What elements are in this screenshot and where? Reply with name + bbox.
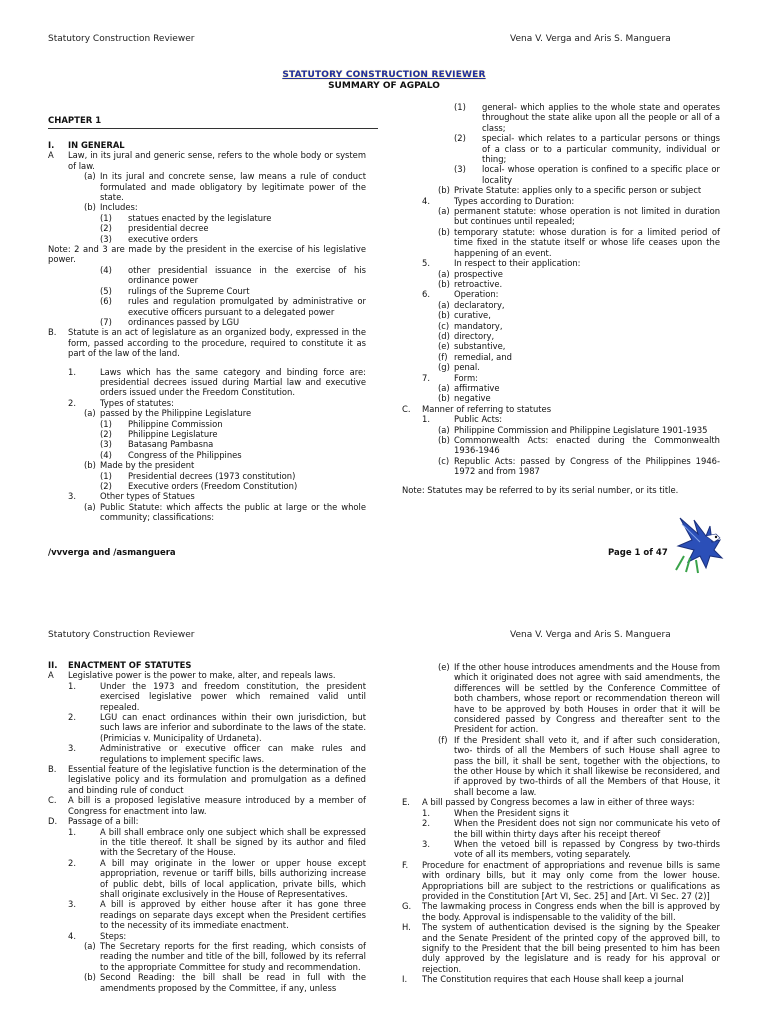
outline-text: Essential feature of the legislative function is the determination of the legislative policy and its formulation and promulgation as a defined and binding rule of conduct xyxy=(68,764,366,795)
outline-item xyxy=(402,860,720,902)
outline-item xyxy=(48,972,366,993)
outline-marker: (a) xyxy=(438,206,450,217)
outline-marker: (1) xyxy=(100,212,112,223)
outline-text: presidential decree xyxy=(128,223,209,234)
outline-text: When the President signs it xyxy=(454,807,569,818)
outline-item xyxy=(48,408,366,418)
outline-item xyxy=(402,279,720,289)
outline-text: Public Statute: which affects the public at large or the whole community; classifications: xyxy=(100,501,366,523)
footer-authors: /vvverga and /asmanguera xyxy=(48,548,176,558)
outline-text: Passage of a bill: xyxy=(68,816,139,827)
outline-item xyxy=(48,150,366,171)
outline-marker: 5. xyxy=(422,258,430,269)
outline-text: general- which applies to the whole state and operates throughout the state alike upon all the people or all of a class; xyxy=(482,102,720,133)
outline-item xyxy=(402,331,720,341)
outline-item xyxy=(402,901,720,922)
outline-text: executive orders xyxy=(128,233,198,244)
outline-text: curative, xyxy=(454,310,491,321)
outline-marker: (b) xyxy=(438,185,450,196)
outline-item xyxy=(48,743,366,764)
outline-text: directory, xyxy=(454,330,495,341)
outline-marker: (b) xyxy=(438,435,450,445)
outline-text: If the other house introduces amendments and the House from which it originated does not agree with said amendments, the differences will be settled by the Conference Committee of both chambers, whose report or recommendation thereon will have to be approved by both Houses in order that it will be considered passed by Congress and thereafter sent to the President for action. xyxy=(454,662,720,735)
outline-marker: (d) xyxy=(438,330,450,341)
outline-text: Form: xyxy=(454,372,478,383)
outline-marker: B. xyxy=(48,327,57,338)
outline-text: penal. xyxy=(454,362,480,373)
outline-item xyxy=(402,808,720,818)
outline-text: Legislative power is the power to make, alter, and repeals laws. xyxy=(68,670,336,681)
outline-item xyxy=(402,102,720,133)
outline-text: Republic Acts: passed by Congress of the Philippines 1946-1972 and from 1987 xyxy=(454,455,720,477)
outline-marker: (b) xyxy=(438,226,450,237)
outline-text: special- which relates to a particular persons or things of a class or to a particular community, individual or thing; xyxy=(482,133,720,165)
outline-item xyxy=(402,341,720,351)
outline-text: Law, in its jural and generic sense, refers to the whole body or system of law. xyxy=(68,150,366,171)
outline-marker: G. xyxy=(402,901,412,912)
outline-item xyxy=(48,398,366,408)
page1-right-column xyxy=(402,102,720,495)
outline-text: Steps: xyxy=(100,930,127,941)
outline-marker: II. xyxy=(48,660,58,670)
outline-item xyxy=(48,450,366,460)
outline-marker: (a) xyxy=(84,501,96,512)
outline-text: Made by the president xyxy=(100,460,195,471)
outline-marker: 3. xyxy=(422,838,430,849)
outline-item xyxy=(402,373,720,383)
outline-marker: (2) xyxy=(100,481,112,491)
outline-item xyxy=(48,460,366,470)
outline-marker: (3) xyxy=(100,439,112,450)
outline-item xyxy=(402,133,720,164)
outline-item xyxy=(402,258,720,268)
outline-marker: E. xyxy=(402,797,410,808)
outline-item xyxy=(402,818,720,839)
outline-marker: A xyxy=(48,670,54,681)
outline-text: Under the 1973 and freedom constitution, the president exercised legislative power which remained valid until repealed. xyxy=(100,680,366,712)
outline-marker: 1. xyxy=(422,414,430,425)
outline-marker: (2) xyxy=(454,133,466,144)
outline-item xyxy=(402,456,720,477)
outline-marker: 1. xyxy=(68,366,76,377)
outline-item xyxy=(402,352,720,362)
outline-item xyxy=(48,931,366,941)
outline-text: Manner of referring to statutes xyxy=(422,403,552,414)
outline-item xyxy=(402,735,720,797)
outline-item xyxy=(48,491,366,501)
outline-text: The Constitution requires that each House shall keep a journal xyxy=(422,974,684,985)
outline-text: A bill is a proposed legislative measure introduced by a member of Congress for enactment into law. xyxy=(68,795,366,816)
outline-text: rules and regulation promulgated by administrative or executive officers pursuant to a delegated power xyxy=(128,296,366,317)
outline-text: Note: 2 and 3 are made by the president in the exercise of his legislative power. xyxy=(48,244,366,265)
outline-text: Procedure for enactment of appropriations and revenue bills is same with ordinary bills, but it may only come from the lower house. Appropriations bill are subject to the restrictions or qualifications as provided in the Constitution [Art VI, Sec. 25] and [Art. VI Sec. 27 (2)] xyxy=(422,859,720,901)
outline-item xyxy=(48,317,366,327)
outline-marker: B. xyxy=(48,764,57,775)
outline-item xyxy=(48,858,366,900)
outline-marker: C. xyxy=(48,795,57,806)
outline-item xyxy=(48,419,366,429)
outline-item xyxy=(402,393,720,403)
outline-text: Congress of the Philippines xyxy=(128,449,242,460)
outline-marker: I. xyxy=(402,974,408,985)
outline-text: ordinances passed by LGU xyxy=(128,316,240,327)
outline-marker: (a) xyxy=(438,268,450,279)
outline-text: rulings of the Supreme Court xyxy=(128,285,250,296)
outline-marker: (1) xyxy=(100,418,112,429)
outline-text: passed by the Philippine Legislature xyxy=(100,408,252,419)
outline-text: A bill may originate in the lower or upper house except appropriation, revenue or tariff bills, bills authorizing increase of public debt, bills of local application, private bills, which shall originate exclusively in the House of Representatives. xyxy=(100,857,366,899)
outline-text: A bill passed by Congress becomes a law in either of three ways: xyxy=(422,797,695,808)
outline-marker: (a) xyxy=(438,299,450,310)
outline-item xyxy=(48,234,366,244)
outline-item xyxy=(48,481,366,491)
outline-item xyxy=(402,383,720,393)
outline-text: Types according to Duration: xyxy=(454,195,575,206)
outline-item xyxy=(402,185,720,195)
outline-item xyxy=(402,362,720,372)
outline-marker: A xyxy=(48,150,54,161)
outline-item xyxy=(48,429,366,439)
outline-marker: (6) xyxy=(100,296,112,307)
outline-item xyxy=(48,265,366,286)
outline-text: Philippine Commission and Philippine Legislature 1901-1935 xyxy=(454,424,708,435)
outline-item xyxy=(402,321,720,331)
outline-marker: (a) xyxy=(84,408,96,419)
running-header-right-page2: Vena V. Verga and Aris S. Manguera xyxy=(510,630,671,640)
outline-item xyxy=(48,660,366,670)
outline-marker: 1. xyxy=(422,807,430,818)
page2-left-column xyxy=(48,660,366,993)
outline-marker: 3. xyxy=(68,491,76,502)
outline-marker: 2. xyxy=(68,857,76,868)
document-page-2 xyxy=(0,574,768,1024)
outline-marker: I. xyxy=(48,140,55,150)
outline-marker: (2) xyxy=(100,428,112,439)
outline-marker: (f) xyxy=(438,351,448,362)
outline-text: In respect to their application: xyxy=(454,258,581,269)
outline-text: other presidential issuance in the exercise of his ordinance power xyxy=(128,264,366,286)
outline-text: Laws which has the same category and binding force are: presidential decrees issued during Martial law and executive orders issued under the Freedom Constitution. xyxy=(100,366,366,398)
outline-marker: (c) xyxy=(438,320,450,331)
outline-marker: (4) xyxy=(100,449,112,460)
outline-item xyxy=(48,213,366,223)
running-header-left: Statutory Construction Reviewer xyxy=(48,34,195,44)
outline-text: Note: Statutes may be referred to by its serial number, or its title. xyxy=(402,484,679,495)
outline-text: A bill shall embrace only one subject which shall be expressed in the title thereof. It shall be signed by its author and filed with the Secretary of the House. xyxy=(100,826,366,858)
outline-marker: 3. xyxy=(68,743,76,754)
outline-marker: 4. xyxy=(422,195,430,206)
outline-item xyxy=(48,764,366,795)
outline-item xyxy=(48,712,366,743)
outline-marker: (e) xyxy=(438,341,450,352)
page1-left-column xyxy=(48,140,366,523)
outline-item xyxy=(48,899,366,930)
outline-marker: (a) xyxy=(84,171,96,182)
outline-marker: (5) xyxy=(100,285,112,296)
outline-marker: 7. xyxy=(422,372,430,383)
outline-text: Types of statutes: xyxy=(100,397,174,408)
outline-text: retroactive. xyxy=(454,278,503,289)
outline-text: A bill is approved by either house after it has gone three readings on separate days except when the President certifies to the necessity of its immediate enactment. xyxy=(100,899,366,931)
outline-item xyxy=(402,974,720,984)
outline-text: mandatory, xyxy=(454,320,503,331)
outline-marker: 2. xyxy=(422,818,430,829)
outline-marker: (3) xyxy=(100,233,112,244)
outline-marker: F. xyxy=(402,859,409,870)
outline-marker: (b) xyxy=(84,972,96,983)
outline-marker: 6. xyxy=(422,289,430,300)
outline-text: Administrative or executive officer can make rules and regulations to implement specific laws. xyxy=(100,743,366,764)
outline-item xyxy=(402,839,720,860)
outline-item xyxy=(402,289,720,299)
outline-item xyxy=(402,300,720,310)
outline-text: Includes: xyxy=(100,202,138,213)
outline-text: prospective xyxy=(454,268,503,279)
outline-item xyxy=(402,922,720,974)
outline-marker: (c) xyxy=(438,455,450,466)
outline-item xyxy=(48,367,366,398)
outline-text: declaratory, xyxy=(454,299,505,310)
outline-marker: (4) xyxy=(100,264,112,275)
outline-text: Executive orders (Freedom Constitution) xyxy=(128,481,298,491)
outline-item xyxy=(48,827,366,858)
outline-marker: H. xyxy=(402,922,411,933)
outline-item xyxy=(48,296,366,317)
outline-marker: (2) xyxy=(100,223,112,234)
outline-marker: 1. xyxy=(68,826,76,837)
outline-item xyxy=(402,269,720,279)
outline-item xyxy=(48,439,366,449)
outline-item xyxy=(48,816,366,826)
outline-text: Presidential decrees (1973 constitution) xyxy=(128,470,296,481)
outline-marker: 1. xyxy=(68,680,76,691)
outline-text: Batasang Pambasna xyxy=(128,439,214,450)
outline-marker: (a) xyxy=(438,382,450,393)
document-subtitle: SUMMARY OF AGPALO xyxy=(328,81,440,91)
outline-text: remedial, and xyxy=(454,351,512,362)
outline-marker: (b) xyxy=(438,393,450,404)
outline-text: local- whose operation is confined to a specific place or locality xyxy=(482,164,720,185)
outline-text: Philippine Commission xyxy=(128,418,223,429)
outline-text: negative xyxy=(454,393,491,404)
outline-item xyxy=(48,171,366,202)
outline-text: When the vetoed bill is repassed by Congress by two-thirds vote of all its members, voting separately. xyxy=(454,838,720,860)
outline-text: In its jural and concrete sense, law means a rule of conduct formulated and made obligatory by legitimate power of the state. xyxy=(100,171,366,203)
outline-item xyxy=(402,404,720,414)
outline-marker: 2. xyxy=(68,397,76,408)
outline-text: temporary statute: whose duration is for a limited period of time fixed in the statute itself or whose life ceases upon the happening of an event. xyxy=(454,226,720,258)
outline-text: If the President shall veto it, and if after such consideration, two- thirds of all the Members of such House shall agree to pass the bill, it shall be sent, together with the objections, to the other House by which it shall likewise be reconsidered, and if approved by two-thirds of all the Members of that House, it shall become a law. xyxy=(454,734,720,797)
outline-marker: (b) xyxy=(438,310,450,321)
outline-text: statues enacted by the legislature xyxy=(128,212,272,223)
outline-marker: C. xyxy=(402,403,411,414)
outline-marker: 3. xyxy=(68,899,76,910)
chapter-heading: CHAPTER 1 xyxy=(48,116,378,129)
outline-text: When the President does not sign nor communicate his veto of the bill within thirty days after his receipt thereof xyxy=(454,818,720,839)
outline-item xyxy=(48,202,366,212)
outline-item xyxy=(402,164,720,185)
outline-text: The lawmaking process in Congress ends when the bill is approved by the body. Approval is indispensable to the validity of the bill. xyxy=(422,901,720,922)
running-header-right: Vena V. Verga and Aris S. Manguera xyxy=(510,34,671,44)
outline-marker: (7) xyxy=(100,316,112,327)
outline-marker: (b) xyxy=(438,278,450,289)
outline-marker: (a) xyxy=(438,424,450,435)
outline-marker: (1) xyxy=(454,102,466,112)
outline-marker: (3) xyxy=(454,164,466,175)
outline-text: permanent statute: whose operation is not limited in duration but continues until repealed; xyxy=(454,206,720,227)
outline-item xyxy=(402,662,720,735)
outline-text: affirmative xyxy=(454,382,500,393)
outline-item xyxy=(402,425,720,435)
running-header-left-page2: Statutory Construction Reviewer xyxy=(48,630,195,640)
outline-text: Public Acts: xyxy=(454,414,503,425)
outline-marker: (1) xyxy=(100,470,112,481)
outline-item xyxy=(402,196,720,206)
outline-marker: D. xyxy=(48,816,58,827)
outline-item xyxy=(48,471,366,481)
outline-item xyxy=(48,941,366,972)
outline-item xyxy=(48,140,366,150)
outline-text: Statute is an act of legislature as an organized body, expressed in the form, passed according to the procedure, required to constitute it as part of the law of the land. xyxy=(68,327,366,359)
outline-marker: (e) xyxy=(438,662,450,672)
outline-item xyxy=(402,485,720,495)
outline-item xyxy=(48,286,366,296)
outline-text: The Secretary reports for the first reading, which consists of reading the number and title of the bill, followed by its referral to the appropriate Committee for study and recommendation. xyxy=(100,940,366,972)
outline-item xyxy=(402,414,720,424)
outline-text: IN GENERAL xyxy=(68,140,125,150)
outline-marker: (b) xyxy=(84,202,96,213)
outline-item xyxy=(48,795,366,816)
outline-text: LGU can enact ordinances within their own jurisdiction, but such laws are inferior and subordinate to the laws of the state. (Primicias v. Municipality of Urdaneta). xyxy=(100,712,366,743)
outline-text: Other types of Statues xyxy=(100,491,195,502)
outline-item xyxy=(48,327,366,358)
outline-text: Private Statute: applies only to a specific person or subject xyxy=(454,185,702,196)
outline-marker: 2. xyxy=(68,712,76,723)
outline-item xyxy=(402,435,720,456)
eagle-logo xyxy=(670,512,730,574)
document-title: STATUTORY CONSTRUCTION REVIEWER xyxy=(282,70,486,80)
outline-marker: 4. xyxy=(68,930,76,941)
outline-text: Operation: xyxy=(454,289,499,300)
outline-item xyxy=(48,223,366,233)
outline-text: Commonwealth Acts: enacted during the Commonwealth 1936-1946 xyxy=(454,435,720,456)
outline-text: substantive, xyxy=(454,341,506,352)
outline-item xyxy=(48,670,366,680)
outline-text: ENACTMENT OF STATUTES xyxy=(68,660,192,670)
outline-marker: (a) xyxy=(84,940,96,951)
outline-marker: (f) xyxy=(438,734,448,745)
outline-item xyxy=(402,227,720,258)
outline-text: Second Reading: the bill shall be read in full with the amendments proposed by the Committee, if any, unless xyxy=(100,972,366,993)
outline-item xyxy=(48,244,366,265)
outline-item xyxy=(402,797,720,807)
outline-item xyxy=(48,502,366,523)
outline-item xyxy=(48,681,366,712)
outline-marker: (g) xyxy=(438,362,450,373)
outline-text: The system of authentication devised is the signing by the Speaker and the Senate President of the printed copy of the approved bill, to signify to the President that the bill being presented to him has been duly approved by the legislature and is ready for his approval or rejection. xyxy=(422,922,720,974)
outline-marker: (b) xyxy=(84,460,96,471)
page2-right-column xyxy=(402,662,720,985)
outline-item xyxy=(402,310,720,320)
footer-page-number: Page 1 of 47 xyxy=(608,548,668,558)
outline-item xyxy=(402,206,720,227)
outline-text: Philippine Legislature xyxy=(128,428,218,439)
